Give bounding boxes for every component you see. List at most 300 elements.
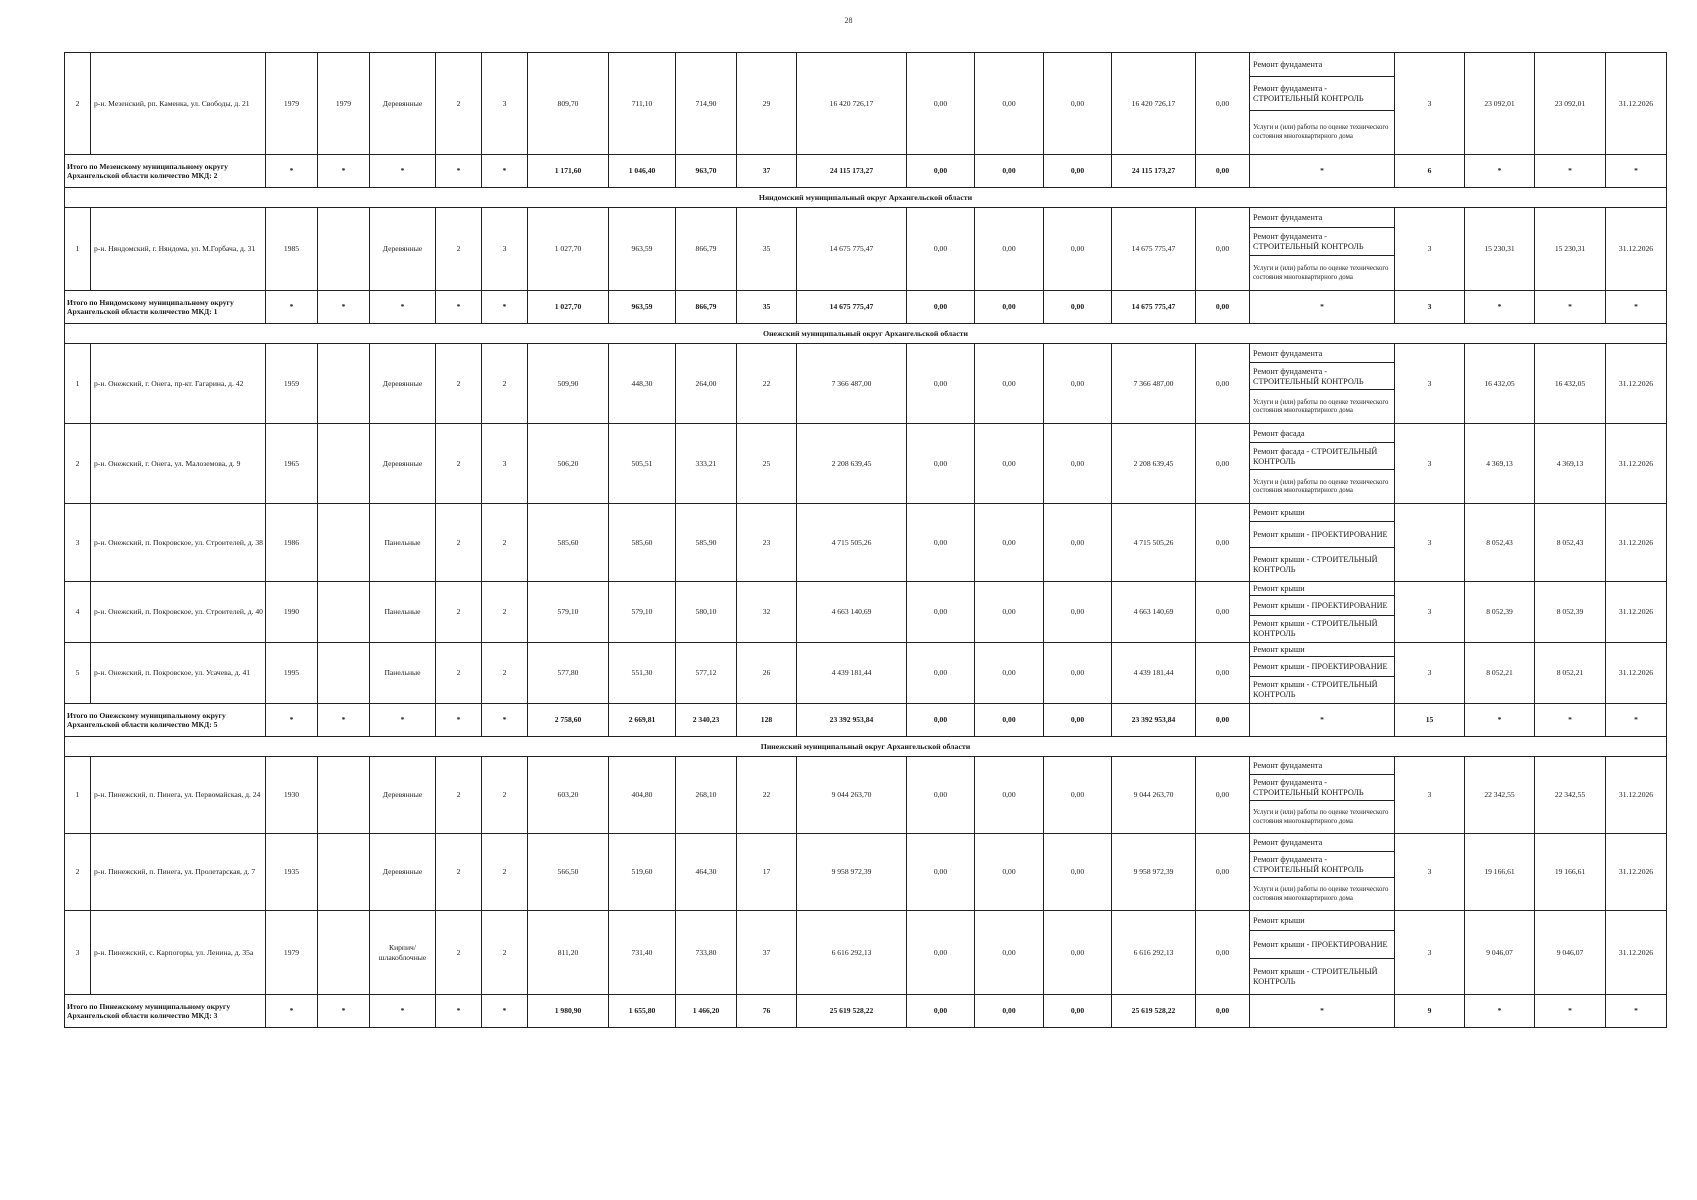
floors-cell: 2 <box>436 911 482 995</box>
address-cell: р-н. Онежский, г. Онега, пр-кт. Гагарина, д. 42 <box>91 344 266 424</box>
works-cell <box>1250 208 1395 291</box>
wall-material-cell: Деревянные <box>370 834 436 911</box>
area-residential-cell: 577,12 <box>676 643 737 704</box>
residents-cell: 37 <box>737 911 797 995</box>
total-row <box>65 291 1667 324</box>
total-fund-federal: 0,00 <box>907 704 975 737</box>
total-fund-regional: 0,00 <box>975 704 1044 737</box>
work-item: Услуги и (или) работы по оценке технического состояния многоквартирного дома <box>1253 809 1389 825</box>
max-unit-cost-cell: 8 052,43 <box>1535 504 1606 582</box>
total-unit-cost: * <box>1465 291 1535 324</box>
total-cost-cell: 14 675 775,47 <box>797 208 907 291</box>
total-deadline: * <box>1606 995 1667 1028</box>
total-cost-cell: 4 439 181,44 <box>797 643 907 704</box>
wall-material-cell: Панельные <box>370 582 436 643</box>
fund-federal-cell: 0,00 <box>907 582 975 643</box>
work-item: Ремонт фундамента - СТРОИТЕЛЬНЫЙ КОНТРОЛЬ <box>1250 852 1394 878</box>
year-built-cell: 1995 <box>266 643 318 704</box>
floors-cell: 2 <box>436 504 482 582</box>
total-entrances: * <box>482 704 528 737</box>
deadline-cell: 31.12.2026 <box>1606 643 1667 704</box>
table-row <box>65 208 1667 291</box>
total-fund-regional: 0,00 <box>975 995 1044 1028</box>
work-item: Услуги и (или) работы по оценке технического состояния многоквартирного дома <box>1253 478 1389 494</box>
total-max-unit-cost: * <box>1535 995 1606 1028</box>
total-area-cell: 811,20 <box>528 911 609 995</box>
year-built-cell: 1990 <box>266 582 318 643</box>
entrances-cell: 2 <box>482 834 528 911</box>
total-fund-federal: 0,00 <box>907 155 975 188</box>
fund-other-cell: 0,00 <box>1196 208 1250 291</box>
total-cost-cell: 9 044 263,70 <box>797 757 907 834</box>
total-entrances: * <box>482 995 528 1028</box>
total-work-count: 3 <box>1395 291 1465 324</box>
area-total-premises-cell: 551,30 <box>609 643 676 704</box>
work-count-cell: 3 <box>1395 834 1465 911</box>
total-max-unit-cost: * <box>1535 155 1606 188</box>
total-fund-local: 0,00 <box>1044 704 1112 737</box>
total-area-residential: 1 466,20 <box>676 995 737 1028</box>
floors-cell: 2 <box>436 834 482 911</box>
unit-cost-cell: 22 342,55 <box>1465 757 1535 834</box>
fund-owners-cell: 7 366 487,00 <box>1112 344 1196 424</box>
total-year-commissioning: * <box>318 704 370 737</box>
wall-material-cell: Панельные <box>370 643 436 704</box>
work-item: Ремонт фундамента <box>1250 344 1394 363</box>
residents-cell: 22 <box>737 757 797 834</box>
total-wall-material: * <box>370 995 436 1028</box>
total-wall-material: * <box>370 155 436 188</box>
work-item: Ремонт фундамента - СТРОИТЕЛЬНЫЙ КОНТРОЛЬ <box>1250 228 1394 256</box>
work-item: Ремонт крыши - ПРОЕКТИРОВАНИЕ <box>1250 596 1394 616</box>
floors-cell: 2 <box>436 208 482 291</box>
works-cell <box>1250 582 1395 643</box>
work-item: Ремонт крыши - ПРОЕКТИРОВАНИЕ <box>1250 657 1394 677</box>
fund-regional-cell: 0,00 <box>975 582 1044 643</box>
fund-owners-cell: 2 208 639,45 <box>1112 424 1196 504</box>
total-deadline: * <box>1606 291 1667 324</box>
year-commissioning-cell <box>318 424 370 504</box>
work-count-cell: 3 <box>1395 53 1465 155</box>
table-row <box>65 834 1667 911</box>
total-total-cost: 14 675 775,47 <box>797 291 907 324</box>
address-cell: р-н. Пинежский, п. Пинега, ул. Пролетарская, д. 7 <box>91 834 266 911</box>
work-count-cell: 3 <box>1395 757 1465 834</box>
total-deadline: * <box>1606 704 1667 737</box>
area-total-premises-cell: 731,40 <box>609 911 676 995</box>
area-total-premises-cell: 519,60 <box>609 834 676 911</box>
max-unit-cost-cell: 23 092,01 <box>1535 53 1606 155</box>
row-number: 1 <box>65 757 91 834</box>
work-item: Ремонт крыши - СТРОИТЕЛЬНЫЙ КОНТРОЛЬ <box>1253 967 1378 986</box>
section-header-row <box>65 188 1667 208</box>
work-item: Ремонт крыши - ПРОЕКТИРОВАНИЕ <box>1250 931 1394 959</box>
total-floors: * <box>436 291 482 324</box>
total-area-cell: 509,90 <box>528 344 609 424</box>
total-unit-cost: * <box>1465 704 1535 737</box>
total-total-cost: 24 115 173,27 <box>797 155 907 188</box>
fund-regional-cell: 0,00 <box>975 424 1044 504</box>
total-cost-cell: 9 958 972,39 <box>797 834 907 911</box>
year-commissioning-cell <box>318 643 370 704</box>
area-total-premises-cell: 963,59 <box>609 208 676 291</box>
section-header-row <box>65 324 1667 344</box>
fund-owners-cell: 9 044 263,70 <box>1112 757 1196 834</box>
total-wall-material: * <box>370 291 436 324</box>
fund-regional-cell: 0,00 <box>975 834 1044 911</box>
total-residents: 76 <box>737 995 797 1028</box>
address-cell: р-н. Пинежский, с. Карпогоры, ул. Ленина, д. 35а <box>91 911 266 995</box>
fund-local-cell: 0,00 <box>1044 911 1112 995</box>
fund-other-cell: 0,00 <box>1196 834 1250 911</box>
year-built-cell: 1986 <box>266 504 318 582</box>
fund-federal-cell: 0,00 <box>907 643 975 704</box>
fund-federal-cell: 0,00 <box>907 834 975 911</box>
deadline-cell: 31.12.2026 <box>1606 208 1667 291</box>
area-residential-cell: 264,00 <box>676 344 737 424</box>
total-year-built: * <box>266 291 318 324</box>
fund-regional-cell: 0,00 <box>975 53 1044 155</box>
table-row <box>65 53 1667 155</box>
total-unit-cost: * <box>1465 995 1535 1028</box>
floors-cell: 2 <box>436 344 482 424</box>
wall-material-cell: Панельные <box>370 504 436 582</box>
table-row <box>65 643 1667 704</box>
work-item: Ремонт крыши - СТРОИТЕЛЬНЫЙ КОНТРОЛЬ <box>1253 680 1378 699</box>
area-residential-cell: 585,90 <box>676 504 737 582</box>
area-total-premises-cell: 404,80 <box>609 757 676 834</box>
entrances-cell: 2 <box>482 582 528 643</box>
total-fund-federal: 0,00 <box>907 291 975 324</box>
total-fund-other: 0,00 <box>1196 704 1250 737</box>
work-item: Ремонт крыши - СТРОИТЕЛЬНЫЙ КОНТРОЛЬ <box>1253 619 1378 638</box>
area-total-premises-cell: 505,51 <box>609 424 676 504</box>
year-commissioning-cell <box>318 344 370 424</box>
total-area-total-premises: 963,59 <box>609 291 676 324</box>
row-number: 1 <box>65 208 91 291</box>
unit-cost-cell: 8 052,43 <box>1465 504 1535 582</box>
total-fund-regional: 0,00 <box>975 291 1044 324</box>
total-floors: * <box>436 995 482 1028</box>
year-built-cell: 1979 <box>266 911 318 995</box>
fund-federal-cell: 0,00 <box>907 344 975 424</box>
fund-federal-cell: 0,00 <box>907 424 975 504</box>
area-residential-cell: 333,21 <box>676 424 737 504</box>
area-total-premises-cell: 448,30 <box>609 344 676 424</box>
row-number: 5 <box>65 643 91 704</box>
row-number: 4 <box>65 582 91 643</box>
total-fund-owners: 24 115 173,27 <box>1112 155 1196 188</box>
year-commissioning-cell <box>318 208 370 291</box>
total-area-total-premises: 1 655,80 <box>609 995 676 1028</box>
table-row <box>65 757 1667 834</box>
total-row <box>65 995 1667 1028</box>
unit-cost-cell: 15 230,31 <box>1465 208 1535 291</box>
section-header: Пинежский муниципальный округ Архангельской области <box>65 737 1667 757</box>
section-header: Онежский муниципальный округ Архангельской области <box>65 324 1667 344</box>
deadline-cell: 31.12.2026 <box>1606 911 1667 995</box>
deadline-cell: 31.12.2026 <box>1606 344 1667 424</box>
total-total-area: 1 171,60 <box>528 155 609 188</box>
total-work-count: 9 <box>1395 995 1465 1028</box>
fund-other-cell: 0,00 <box>1196 757 1250 834</box>
entrances-cell: 2 <box>482 504 528 582</box>
total-area-cell: 809,70 <box>528 53 609 155</box>
fund-local-cell: 0,00 <box>1044 757 1112 834</box>
total-cost-cell: 4 715 505,26 <box>797 504 907 582</box>
section-header: Няндомский муниципальный округ Архангельской области <box>65 188 1667 208</box>
year-built-cell: 1985 <box>266 208 318 291</box>
total-residents: 35 <box>737 291 797 324</box>
work-item: Услуги и (или) работы по оценке технического состояния многоквартирного дома <box>1253 265 1389 281</box>
address-cell: р-н. Онежский, п. Покровское, ул. Строителей, д. 38 <box>91 504 266 582</box>
fund-federal-cell: 0,00 <box>907 53 975 155</box>
row-number: 3 <box>65 911 91 995</box>
address-cell: р-н. Онежский, п. Покровское, ул. Усачева, д. 41 <box>91 643 266 704</box>
row-number: 1 <box>65 344 91 424</box>
unit-cost-cell: 8 052,39 <box>1465 582 1535 643</box>
works-cell <box>1250 424 1395 504</box>
deadline-cell: 31.12.2026 <box>1606 757 1667 834</box>
total-works: * <box>1250 155 1395 188</box>
fund-federal-cell: 0,00 <box>907 504 975 582</box>
area-residential-cell: 580,10 <box>676 582 737 643</box>
total-label: Итого по Онежскому муниципальному округу Архангельской области количество МКД: 5 <box>65 704 266 737</box>
total-work-count: 15 <box>1395 704 1465 737</box>
work-count-cell: 3 <box>1395 424 1465 504</box>
fund-federal-cell: 0,00 <box>907 911 975 995</box>
total-area-total-premises: 2 669,81 <box>609 704 676 737</box>
fund-regional-cell: 0,00 <box>975 757 1044 834</box>
fund-local-cell: 0,00 <box>1044 424 1112 504</box>
max-unit-cost-cell: 16 432,05 <box>1535 344 1606 424</box>
fund-owners-cell: 6 616 292,13 <box>1112 911 1196 995</box>
wall-material-cell: Кирпич/шлакоблочные <box>370 911 436 995</box>
total-year-commissioning: * <box>318 291 370 324</box>
table-row <box>65 504 1667 582</box>
total-area-cell: 506,20 <box>528 424 609 504</box>
wall-material-cell: Деревянные <box>370 344 436 424</box>
work-item: Ремонт крыши <box>1250 582 1394 596</box>
row-number: 2 <box>65 834 91 911</box>
fund-other-cell: 0,00 <box>1196 504 1250 582</box>
entrances-cell: 3 <box>482 208 528 291</box>
total-area-cell: 1 027,70 <box>528 208 609 291</box>
wall-material-cell: Деревянные <box>370 757 436 834</box>
fund-other-cell: 0,00 <box>1196 53 1250 155</box>
table-row <box>65 582 1667 643</box>
year-commissioning-cell <box>318 911 370 995</box>
residents-cell: 29 <box>737 53 797 155</box>
residents-cell: 17 <box>737 834 797 911</box>
wall-material-cell: Деревянные <box>370 208 436 291</box>
wall-material-cell: Деревянные <box>370 53 436 155</box>
fund-local-cell: 0,00 <box>1044 643 1112 704</box>
total-fund-other: 0,00 <box>1196 155 1250 188</box>
work-count-cell: 3 <box>1395 504 1465 582</box>
entrances-cell: 2 <box>482 911 528 995</box>
total-area-residential: 866,79 <box>676 291 737 324</box>
fund-regional-cell: 0,00 <box>975 208 1044 291</box>
max-unit-cost-cell: 19 166,61 <box>1535 834 1606 911</box>
fund-owners-cell: 4 439 181,44 <box>1112 643 1196 704</box>
works-cell <box>1250 757 1395 834</box>
fund-owners-cell: 4 663 140,69 <box>1112 582 1196 643</box>
fund-regional-cell: 0,00 <box>975 643 1044 704</box>
area-residential-cell: 464,30 <box>676 834 737 911</box>
capital-repair-table <box>64 52 1667 1028</box>
fund-federal-cell: 0,00 <box>907 208 975 291</box>
works-cell <box>1250 504 1395 582</box>
floors-cell: 2 <box>436 582 482 643</box>
total-row <box>65 704 1667 737</box>
address-cell: р-н. Мезенский, рп. Каменка, ул. Свободы, д. 21 <box>91 53 266 155</box>
unit-cost-cell: 19 166,61 <box>1465 834 1535 911</box>
deadline-cell: 31.12.2026 <box>1606 582 1667 643</box>
work-item: Ремонт крыши <box>1250 504 1394 522</box>
unit-cost-cell: 16 432,05 <box>1465 344 1535 424</box>
total-works: * <box>1250 704 1395 737</box>
fund-other-cell: 0,00 <box>1196 911 1250 995</box>
work-item: Услуги и (или) работы по оценке технического состояния многоквартирного дома <box>1253 124 1389 140</box>
total-fund-owners: 14 675 775,47 <box>1112 291 1196 324</box>
fund-local-cell: 0,00 <box>1044 208 1112 291</box>
year-built-cell: 1935 <box>266 834 318 911</box>
total-label: Итого по Няндомскому муниципальному округу Архангельской области количество МКД: 1 <box>65 291 266 324</box>
total-fund-local: 0,00 <box>1044 291 1112 324</box>
deadline-cell: 31.12.2026 <box>1606 53 1667 155</box>
row-number: 2 <box>65 53 91 155</box>
total-fund-owners: 25 619 528,22 <box>1112 995 1196 1028</box>
total-floors: * <box>436 704 482 737</box>
work-item: Ремонт фундамента - СТРОИТЕЛЬНЫЙ КОНТРОЛЬ <box>1250 363 1394 390</box>
work-item: Ремонт крыши <box>1250 911 1394 931</box>
total-fund-local: 0,00 <box>1044 155 1112 188</box>
total-year-built: * <box>266 155 318 188</box>
works-cell <box>1250 344 1395 424</box>
total-fund-local: 0,00 <box>1044 995 1112 1028</box>
floors-cell: 2 <box>436 424 482 504</box>
area-total-premises-cell: 711,10 <box>609 53 676 155</box>
table-row <box>65 344 1667 424</box>
residents-cell: 35 <box>737 208 797 291</box>
work-item: Ремонт фасада <box>1250 424 1394 443</box>
total-fund-other: 0,00 <box>1196 291 1250 324</box>
unit-cost-cell: 8 052,21 <box>1465 643 1535 704</box>
work-item: Ремонт фундамента <box>1250 834 1394 852</box>
max-unit-cost-cell: 15 230,31 <box>1535 208 1606 291</box>
residents-cell: 26 <box>737 643 797 704</box>
address-cell: р-н. Пинежский, п. Пинега, ул. Первомайская, д. 24 <box>91 757 266 834</box>
deadline-cell: 31.12.2026 <box>1606 834 1667 911</box>
total-residents: 37 <box>737 155 797 188</box>
total-label: Итого по Пинежскому муниципальному округу Архангельской области количество МКД: 3 <box>65 995 266 1028</box>
residents-cell: 22 <box>737 344 797 424</box>
fund-owners-cell: 4 715 505,26 <box>1112 504 1196 582</box>
work-count-cell: 3 <box>1395 582 1465 643</box>
entrances-cell: 2 <box>482 643 528 704</box>
total-label: Итого по Мезенскому муниципальному округу Архангельской области количество МКД: 2 <box>65 155 266 188</box>
work-count-cell: 3 <box>1395 208 1465 291</box>
unit-cost-cell: 4 369,13 <box>1465 424 1535 504</box>
residents-cell: 25 <box>737 424 797 504</box>
total-total-cost: 25 619 528,22 <box>797 995 907 1028</box>
fund-local-cell: 0,00 <box>1044 53 1112 155</box>
total-cost-cell: 2 208 639,45 <box>797 424 907 504</box>
row-number: 3 <box>65 504 91 582</box>
fund-owners-cell: 9 958 972,39 <box>1112 834 1196 911</box>
work-item: Услуги и (или) работы по оценке технического состояния многоквартирного дома <box>1253 886 1389 902</box>
total-area-cell: 603,20 <box>528 757 609 834</box>
entrances-cell: 3 <box>482 53 528 155</box>
work-count-cell: 3 <box>1395 344 1465 424</box>
total-year-built: * <box>266 704 318 737</box>
total-fund-other: 0,00 <box>1196 995 1250 1028</box>
total-fund-federal: 0,00 <box>907 995 975 1028</box>
total-work-count: 6 <box>1395 155 1465 188</box>
fund-other-cell: 0,00 <box>1196 424 1250 504</box>
area-residential-cell: 714,90 <box>676 53 737 155</box>
fund-regional-cell: 0,00 <box>975 504 1044 582</box>
total-max-unit-cost: * <box>1535 704 1606 737</box>
fund-other-cell: 0,00 <box>1196 643 1250 704</box>
year-built-cell: 1965 <box>266 424 318 504</box>
total-area-residential: 963,70 <box>676 155 737 188</box>
area-residential-cell: 733,80 <box>676 911 737 995</box>
work-item: Ремонт крыши <box>1250 643 1394 657</box>
total-cost-cell: 7 366 487,00 <box>797 344 907 424</box>
total-entrances: * <box>482 291 528 324</box>
area-residential-cell: 866,79 <box>676 208 737 291</box>
unit-cost-cell: 23 092,01 <box>1465 53 1535 155</box>
fund-local-cell: 0,00 <box>1044 504 1112 582</box>
residents-cell: 32 <box>737 582 797 643</box>
max-unit-cost-cell: 8 052,39 <box>1535 582 1606 643</box>
total-total-cost: 23 392 953,84 <box>797 704 907 737</box>
year-commissioning-cell <box>318 834 370 911</box>
total-fund-owners: 23 392 953,84 <box>1112 704 1196 737</box>
max-unit-cost-cell: 22 342,55 <box>1535 757 1606 834</box>
total-year-built: * <box>266 995 318 1028</box>
entrances-cell: 3 <box>482 424 528 504</box>
total-area-cell: 566,50 <box>528 834 609 911</box>
max-unit-cost-cell: 9 046,07 <box>1535 911 1606 995</box>
total-residents: 128 <box>737 704 797 737</box>
work-item: Ремонт крыши - ПРОЕКТИРОВАНИЕ <box>1250 522 1394 548</box>
residents-cell: 23 <box>737 504 797 582</box>
total-total-area: 1 027,70 <box>528 291 609 324</box>
total-area-cell: 579,10 <box>528 582 609 643</box>
total-max-unit-cost: * <box>1535 291 1606 324</box>
work-item: Ремонт фундамента - СТРОИТЕЛЬНЫЙ КОНТРОЛЬ <box>1250 775 1394 801</box>
total-floors: * <box>436 155 482 188</box>
address-cell: р-н. Няндомский, г. Няндома, ул. М.Горбача, д. 31 <box>91 208 266 291</box>
year-commissioning-cell: 1979 <box>318 53 370 155</box>
floors-cell: 2 <box>436 757 482 834</box>
entrances-cell: 2 <box>482 757 528 834</box>
total-cost-cell: 6 616 292,13 <box>797 911 907 995</box>
area-residential-cell: 268,10 <box>676 757 737 834</box>
year-commissioning-cell <box>318 582 370 643</box>
row-number: 2 <box>65 424 91 504</box>
year-built-cell: 1959 <box>266 344 318 424</box>
table-row <box>65 911 1667 995</box>
work-item: Ремонт фундамента <box>1250 208 1394 228</box>
year-built-cell: 1930 <box>266 757 318 834</box>
year-commissioning-cell <box>318 757 370 834</box>
wall-material-cell: Деревянные <box>370 424 436 504</box>
work-item: Ремонт фундамента <box>1250 757 1394 775</box>
